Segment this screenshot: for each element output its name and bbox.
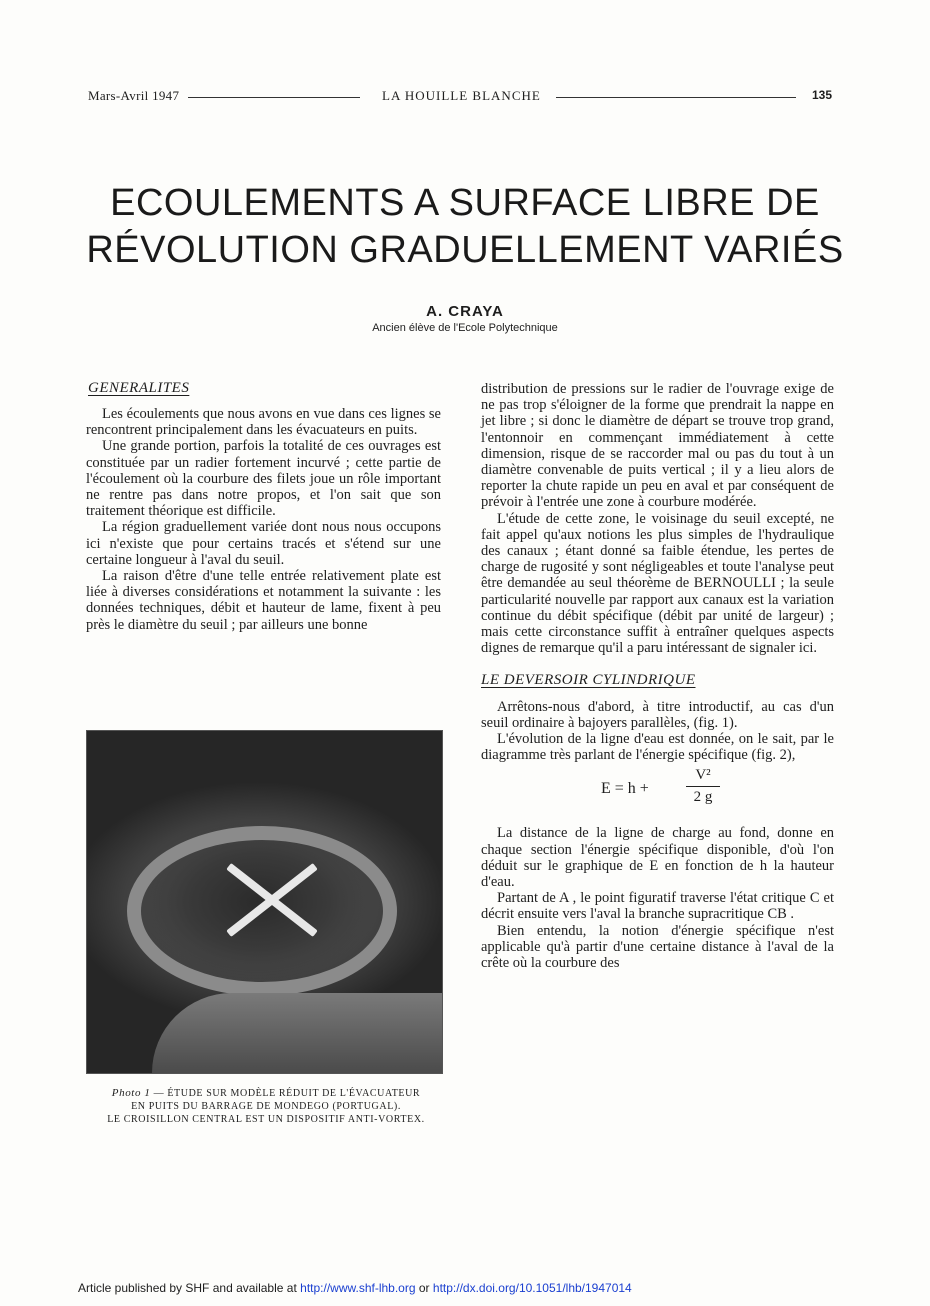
section-heading-deversoir: LE DEVERSOIR CYLINDRIQUE — [481, 672, 696, 689]
photo-caption-line-2: EN PUITS DU BARRAGE DE MONDEGO (PORTUGAL). — [131, 1101, 401, 1112]
header-rule-left — [188, 97, 360, 98]
left-column — [86, 406, 441, 633]
author-name: A. CRAYA — [426, 303, 504, 320]
paragraph: L'étude de cette zone, le voisinage du seuil excepté, ne fait appel qu'aux notions les plus simples de l'hydraulique des canaux ; étant donné sa faible étendue, les pertes de charge de rugosité y sont négligeables et toute l'analyse peut être demandée au seul théorème de BERNOULLI ; la seule particularité nouvelle par rapport aux canaux est la variation continue du débit spécifique (débit par unité de largeur) ; mais cette circonstance suffit à entraîner quelques aspects dignes de remarque qu'il a paru intéressant de signaler ici. — [481, 510, 834, 657]
article-title-line-2: RÉVOLUTION GRADUELLEMENT VARIÉS — [86, 229, 844, 271]
footer-middle: or — [418, 1281, 430, 1295]
paragraph: Les écoulements que nous avons en vue dans ces lignes se rencontrent principalement dans les évacuateurs en puits. — [86, 406, 441, 439]
paragraph: Bien entendu, la notion d'énergie spécifique n'est applicable qu'à partir d'une certaine distance à l'aval de la crête où la courbure des — [481, 922, 834, 972]
specific-energy-equation — [481, 767, 834, 817]
paragraph: La distance de la ligne de charge au fond, donne en chaque section l'énergie spécifique disponible, d'où l'on déduit sur le graphique de E en fonction de h la hauteur d'eau. — [481, 825, 834, 891]
photo-foreground-structure — [152, 993, 442, 1073]
photo-caption-label: Photo 1 — [111, 1087, 151, 1099]
right-column — [481, 381, 834, 971]
photo-caption — [86, 1087, 446, 1126]
paragraph: Une grande portion, parfois la totalité de ces ouvrages est constituée par un radier fortement incurvé ; cette partie de l'écoulement où la courbure des filets joue un rôle important ne rentre pas dans notre propos, et l'on sait que son traitement théorique est difficile. — [86, 438, 441, 520]
photo-caption-line-3: LE CROISILLON CENTRAL EST UN DISPOSITIF ANTI-VORTEX. — [107, 1114, 425, 1125]
paragraph: distribution de pressions sur le radier de l'ouvrage exige de ne pas trop s'éloigner de la forme que prendrait la nappe en jet libre ; si donc le diamètre de départ se trouve trop grand, l'entonnoir en commençant immédiatement à cette dimension, risque de se raccorder mal ou pas du tout à un diamètre convenable de puits vertical ; il y a lieu alors de reporter la chute rapide un peu en aval et par conséquent de prévoir à l'entrée une zone à courbure modérée. — [481, 381, 834, 511]
equation-fraction — [686, 767, 720, 804]
photo-caption-line-1: — ÉTUDE SUR MODÈLE RÉDUIT DE L'ÉVACUATEUR — [153, 1088, 421, 1099]
paragraph: Arrêtons-nous d'abord, à titre introductif, au cas d'un seuil ordinaire à bajoyers parallèles, (fig. 1). — [481, 698, 834, 731]
footer-link-shf[interactable]: http://www.shf-lhb.org — [300, 1281, 416, 1295]
article-title-line-1: ECOULEMENTS A SURFACE LIBRE DE — [110, 182, 820, 224]
paragraph: L'évolution de la ligne d'eau est donnée, on le sait, par le diagramme très parlant de l'énergie spécifique (fig. 2), — [481, 731, 834, 764]
header-rule-right — [556, 97, 796, 98]
footer-prefix: Article published by SHF and available at — [78, 1281, 297, 1295]
equation-lhs: E = h + — [601, 780, 649, 798]
paragraph: La raison d'être d'une telle entrée relativement plate est liée à diverses considérations et notamment la suivante : les données techniques, débit et hauteur de lame, fixent à peu près le diamètre du seuil ; par ailleurs une bonne — [86, 568, 441, 633]
equation-numerator: V² — [686, 767, 720, 786]
section-heading-generalites: GENERALITES — [88, 380, 190, 396]
footer-link-doi[interactable]: http://dx.doi.org/10.1051/lhb/1947014 — [432, 1281, 632, 1295]
journal-name: LA HOUILLE BLANCHE — [382, 88, 541, 103]
running-header-date: Mars-Avril 1947 — [88, 88, 180, 103]
spillway-model-photo — [86, 730, 443, 1074]
page-number: 135 — [812, 88, 833, 102]
equation-denominator: 2 g — [693, 788, 713, 805]
paragraph: Partant de A , le point figuratif traverse l'état critique C et décrit ensuite vers l'aval la branche supracritique CB . — [481, 890, 834, 923]
publication-footer — [78, 1281, 632, 1295]
author-affiliation: Ancien élève de l'Ecole Polytechnique — [372, 322, 558, 334]
paragraph: La région graduellement variée dont nous nous occupons ici n'existe que pour certains tracés et s'étend sur une certaine longueur à l'aval du seuil. — [86, 519, 441, 568]
